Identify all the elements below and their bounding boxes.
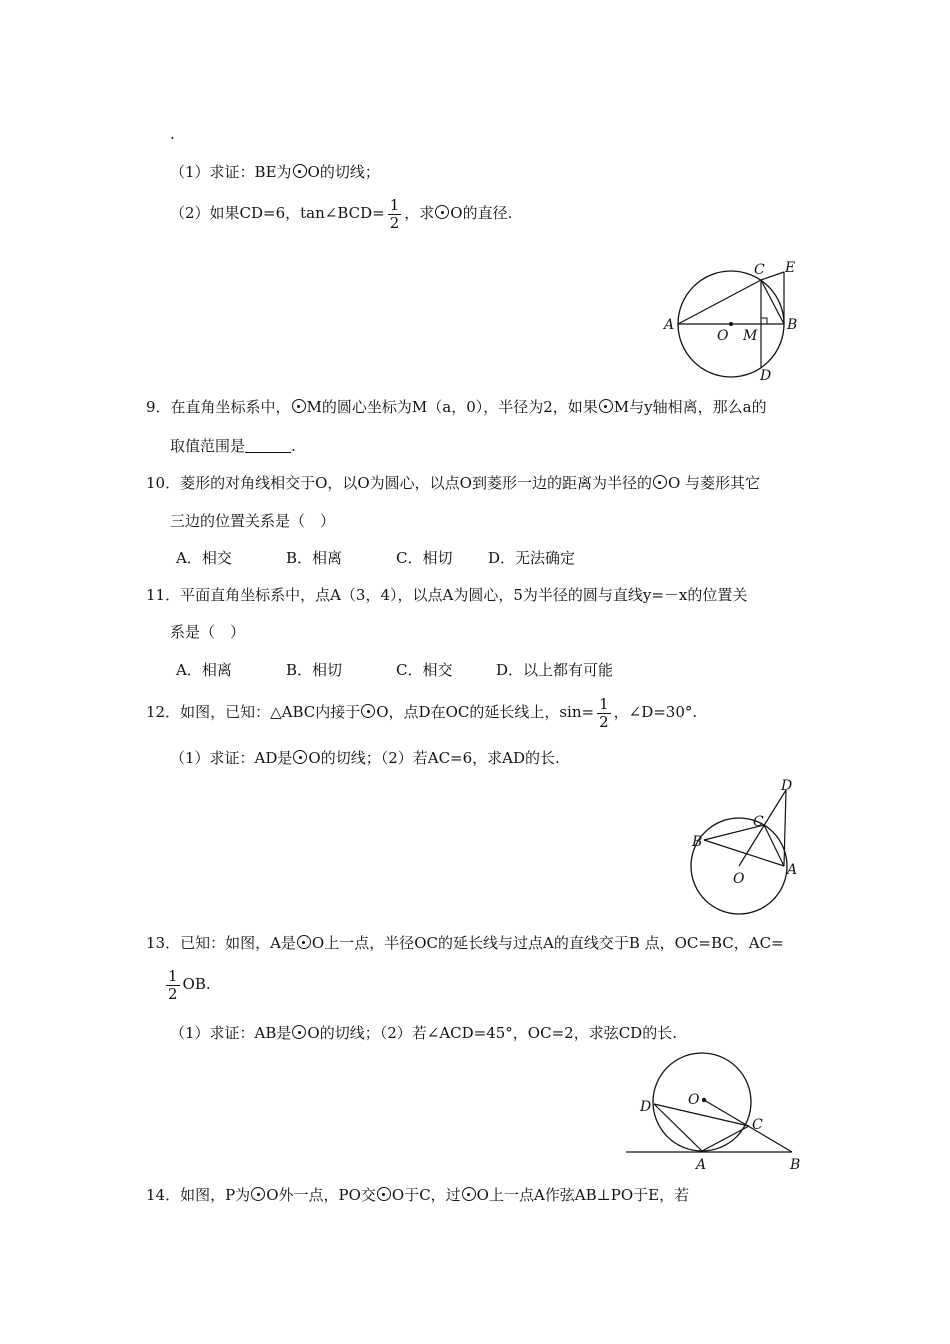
fig3-label-c: C [752, 1117, 763, 1133]
q14-line1 [146, 1185, 689, 1205]
fraction-numerator: 1 [168, 966, 178, 985]
q9-text-d: 取值范围是 [170, 437, 246, 455]
q11-option-d: D．以上都有可能 [496, 661, 614, 679]
q9-text-e: . [291, 437, 296, 455]
circle-dot-icon [653, 475, 667, 489]
fig1-segment-cb [761, 280, 784, 324]
q8-part1-text-a: （1）求证：BE为 [170, 163, 292, 181]
q13-text-c: OB. [182, 975, 211, 993]
fig1-label-e: E [785, 260, 796, 276]
circle-dot-icon [435, 205, 449, 219]
q13-text-d: （1）求证：AB是 [170, 1024, 292, 1042]
figure-tangent-ab-chord-cd [622, 1052, 822, 1177]
figure-circle-tangent-be [660, 258, 820, 388]
q12-text-c: ，∠D=30°. [613, 703, 698, 721]
q11-option-a: A．相离 [176, 661, 232, 679]
fig3-label-o: O [688, 1092, 700, 1108]
q8-part2-text-c: O的直径. [450, 204, 513, 222]
answer-blank [245, 438, 291, 453]
q9-line2 [170, 436, 296, 456]
q9-text-c: M与y轴相离，那么a的 [613, 398, 767, 416]
fig1-center-dot [729, 322, 733, 326]
fig2-label-a: A [787, 862, 798, 878]
q14-text-b: O外一点，PO交 [266, 1186, 376, 1204]
q9-text-a: 9．在直角坐标系中， [146, 398, 291, 416]
fraction-denominator: 2 [599, 712, 609, 731]
fig1-label-c: C [754, 262, 765, 278]
fig1-segment-ac [678, 280, 761, 324]
q14-text-a: 14．如图，P为 [146, 1186, 251, 1204]
fraction-denominator: 2 [168, 984, 178, 1003]
fig1-label-m: M [743, 328, 758, 344]
fraction-one-half [388, 197, 402, 232]
circle-dot-icon [293, 164, 307, 178]
fig2-segment-ba [704, 840, 784, 866]
circle-dot-icon [599, 399, 613, 413]
q13-line3 [170, 1023, 677, 1043]
circle-dot-icon [361, 704, 375, 718]
fig2-label-b: B [692, 834, 703, 850]
fig3-segment-dc [654, 1104, 749, 1126]
q10-options [176, 548, 575, 568]
q11-line2: 系是（ ） [170, 623, 246, 641]
q13-line1 [146, 933, 784, 953]
q8-part2-text-b: ，求 [404, 204, 435, 222]
q8-part1 [170, 162, 380, 182]
q13-text-b: O上一点，半径OC的延长线与过点A的直线交于B 点，OC=BC，AC= [311, 934, 784, 952]
q9-text-b: M的圆心坐标为M（a，0），半径为2，如果 [306, 398, 598, 416]
q8-part1-text-b: O的切线； [307, 163, 380, 181]
q11-line1: 11．平面直角坐标系中，点A（3，4），以点A为圆心，5为半径的圆与直线y=－x的位置关 [146, 586, 748, 604]
q10-option-d: D．无法确定 [488, 549, 576, 567]
circle-dot-icon [292, 399, 306, 413]
fig3-label-a: A [696, 1157, 707, 1173]
q13-text-e: O的切线；（2）若∠ACD=45°，OC=2，求弦CD的长. [307, 1024, 677, 1042]
q10-option-b: B．相离 [286, 549, 343, 567]
fig3-segment-ob [704, 1100, 792, 1152]
fig3-center-dot [702, 1098, 706, 1102]
q12-text-a: 12．如图，已知：△ABC内接于 [146, 703, 361, 721]
fraction-denominator: 2 [389, 213, 400, 232]
fraction-numerator: 1 [389, 195, 400, 214]
q10-line1 [146, 473, 760, 493]
fig1-label-o: O [717, 328, 729, 344]
q14-text-c: O于C，过 [391, 1186, 461, 1204]
fig3-segment-ac [702, 1126, 749, 1151]
fig3-segment-da [654, 1104, 702, 1151]
q12-text-d: （1）求证：AD是 [170, 749, 293, 767]
figure-triangle-inscribed-tangent-ad [688, 778, 818, 918]
fig2-label-c: C [753, 814, 764, 830]
fraction-one-half [597, 696, 611, 731]
q11-option-b: B．相切 [286, 661, 343, 679]
fig1-label-a: A [664, 317, 675, 333]
circle-dot-icon [297, 935, 311, 949]
q10-text-a: 10．菱形的对角线相交于O，以O为圆心，以点O到菱形一边的距离为半径的 [146, 474, 652, 492]
fraction-one-half [166, 968, 180, 1003]
fig3-label-d: D [640, 1099, 652, 1115]
circle-dot-icon [377, 1187, 391, 1201]
q10-option-a: A．相交 [176, 549, 232, 567]
q9-line1 [146, 397, 767, 417]
fig2-label-o: O [733, 871, 745, 887]
q13-line2 [166, 966, 211, 1003]
q10-option-c: C．相切 [396, 549, 453, 567]
q14-text-d: O上一点A作弦AB⊥PO于E，若 [476, 1186, 690, 1204]
q12-text-b: O，点D在OC的延长线上，sin= [376, 703, 595, 721]
circle-dot-icon [251, 1187, 265, 1201]
q11-option-c: C．相交 [396, 661, 453, 679]
fig3-circle [653, 1053, 751, 1151]
q12-text-e: O的切线；（2）若AC=6，求AD的长. [308, 749, 560, 767]
circle-dot-icon [292, 1025, 306, 1039]
circle-dot-icon [462, 1187, 476, 1201]
q8-dot: . [170, 125, 175, 143]
q8-part2 [170, 195, 512, 232]
fig1-label-b: B [787, 317, 798, 333]
fig2-label-d: D [781, 778, 793, 794]
q13-text-a: 13．已知：如图，A是 [146, 934, 296, 952]
q11-options [176, 660, 613, 680]
q10-line2: 三边的位置关系是（ ） [170, 512, 336, 530]
q8-part2-text-a: （2）如果CD=6，tan∠BCD= [170, 204, 385, 222]
fig1-label-d: D [760, 368, 772, 384]
fig3-label-b: B [790, 1157, 801, 1173]
q12-line1 [146, 694, 697, 731]
q10-text-b: O 与菱形其它 [667, 474, 761, 492]
fig1-right-angle-mark [761, 318, 767, 324]
circle-dot-icon [293, 750, 307, 764]
fraction-numerator: 1 [599, 694, 609, 713]
q12-line2 [170, 748, 560, 768]
